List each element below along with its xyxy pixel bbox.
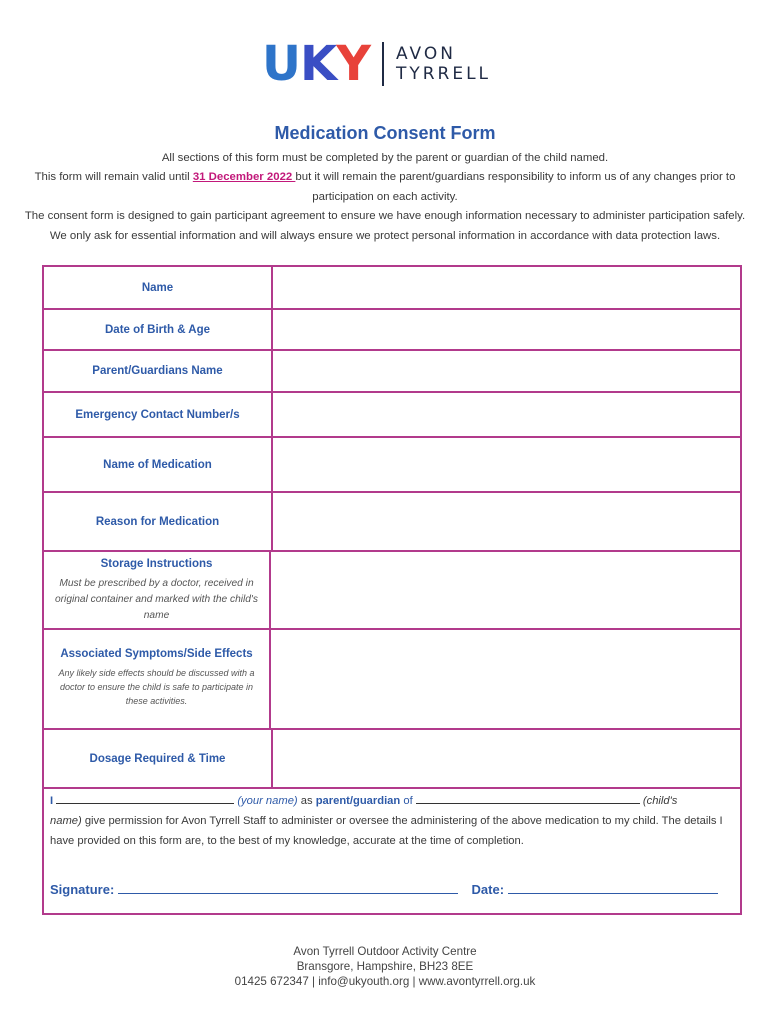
parent-name-field[interactable]	[273, 351, 740, 391]
permission-of: of	[400, 795, 416, 807]
date-label: Date:	[471, 882, 505, 897]
signature-row	[50, 881, 718, 897]
symptoms-note: Any likely side effects should be discussed with a doctor to ensure the child is safe to participate in these activities.	[58, 668, 255, 706]
dosage-time-field[interactable]	[273, 730, 740, 787]
name-hint: name)	[50, 815, 82, 827]
parent-guardian-text: parent/guardian	[315, 795, 401, 807]
medication-label: Name of Medication	[103, 458, 212, 471]
avon-tyrrell-wordmark	[396, 44, 491, 84]
validity-date: 31 December 2022	[192, 171, 296, 184]
label-cell	[44, 310, 273, 349]
row-symptoms	[44, 630, 740, 730]
your-name-blank[interactable]	[56, 793, 234, 804]
footer-centre-name: Avon Tyrrell Outdoor Activity Centre	[293, 945, 477, 958]
symptoms-label: Associated Symptoms/Side Effects	[60, 648, 253, 660]
signature-line[interactable]	[118, 881, 458, 894]
row-name	[44, 267, 740, 310]
storage-instructions-field[interactable]	[273, 552, 740, 628]
logo-letter-u: U	[262, 36, 300, 92]
label-cell	[44, 438, 273, 491]
label-cell	[44, 393, 273, 436]
footer-contact: 01425 672347 | info@ukyouth.org | www.avontyrrell.org.uk	[234, 975, 536, 988]
name-field[interactable]	[273, 267, 740, 308]
form-title: Medication Consent Form	[274, 123, 496, 143]
logo-letter-y: Y	[336, 36, 370, 92]
dob-label: Date of Birth & Age	[105, 323, 210, 336]
side-effects-field[interactable]	[273, 630, 740, 728]
intro-line-2	[20, 168, 750, 207]
footer-address: Bransgore, Hampshire, BH23 8EE	[296, 960, 474, 973]
permission-as: as	[297, 795, 316, 807]
storage-note: Must be prescribed by a doctor, received in original container and marked with the child's name	[55, 578, 258, 621]
your-name-hint: (your name)	[237, 795, 298, 807]
parent-label: Parent/Guardians Name	[92, 365, 223, 377]
intro-validity-text: This form will remain valid until	[34, 171, 193, 184]
intro-text	[20, 149, 750, 246]
logo-line-avon: AVON	[395, 44, 456, 64]
row-emergency	[44, 393, 740, 438]
reason-field[interactable]	[273, 493, 740, 550]
row-parent	[44, 351, 740, 393]
label-cell	[44, 552, 271, 628]
row-dob	[44, 310, 740, 351]
dosage-label: Dosage Required & Time	[89, 752, 226, 765]
label-cell	[44, 351, 273, 391]
dob-age-field[interactable]	[273, 310, 740, 349]
intro-responsibility-text: but it will remain the parent/guardians responsibility to inform us of any changes prior to participation on each activity.	[295, 171, 736, 203]
child-name-blank[interactable]	[416, 793, 640, 804]
label-cell	[44, 267, 273, 308]
storage-label: Storage Instructions	[100, 558, 213, 570]
label-cell	[44, 730, 273, 787]
permission-body: give permission for Avon Tyrrell Staff to administer or oversee the administering of the above medication to my child. The details I have provided on this form are, to the best of my knowledge, accurate at the time of completion.	[50, 815, 723, 847]
medication-name-field[interactable]	[273, 438, 740, 491]
ukyouth-avon-tyrrell-logo	[262, 36, 492, 92]
intro-line-1: All sections of this form must be completed by the parent or guardian of the child named.	[161, 152, 609, 164]
label-cell	[44, 630, 271, 728]
logo-line-tyrrell: TYRRELL	[395, 64, 492, 84]
row-dosage	[44, 730, 740, 789]
row-medication	[44, 438, 740, 493]
reason-label: Reason for Medication	[95, 515, 220, 528]
signature-label: Signature:	[50, 882, 115, 897]
consent-form-table	[42, 265, 742, 915]
row-reason	[44, 493, 740, 552]
permission-statement	[50, 791, 736, 851]
logo-letter-k: K	[299, 36, 337, 92]
permission-i: I	[50, 795, 54, 807]
emergency-contact-field[interactable]	[273, 393, 740, 436]
label-cell	[44, 493, 273, 550]
childs-hint: (child's	[642, 795, 678, 807]
footer	[0, 944, 770, 989]
intro-line-3: The consent form is designed to gain participant agreement to ensure we have enough information necessary to administer participation safely. We only ask for essential information and will always ensure we protect personal information in accordance with data protection laws.	[24, 210, 746, 242]
logo-divider	[382, 42, 384, 86]
name-label: Name	[141, 281, 174, 294]
date-line[interactable]	[508, 881, 718, 894]
emergency-label: Emergency Contact Number/s	[75, 408, 240, 421]
uky-logo-mark	[262, 36, 370, 92]
row-storage	[44, 552, 740, 630]
